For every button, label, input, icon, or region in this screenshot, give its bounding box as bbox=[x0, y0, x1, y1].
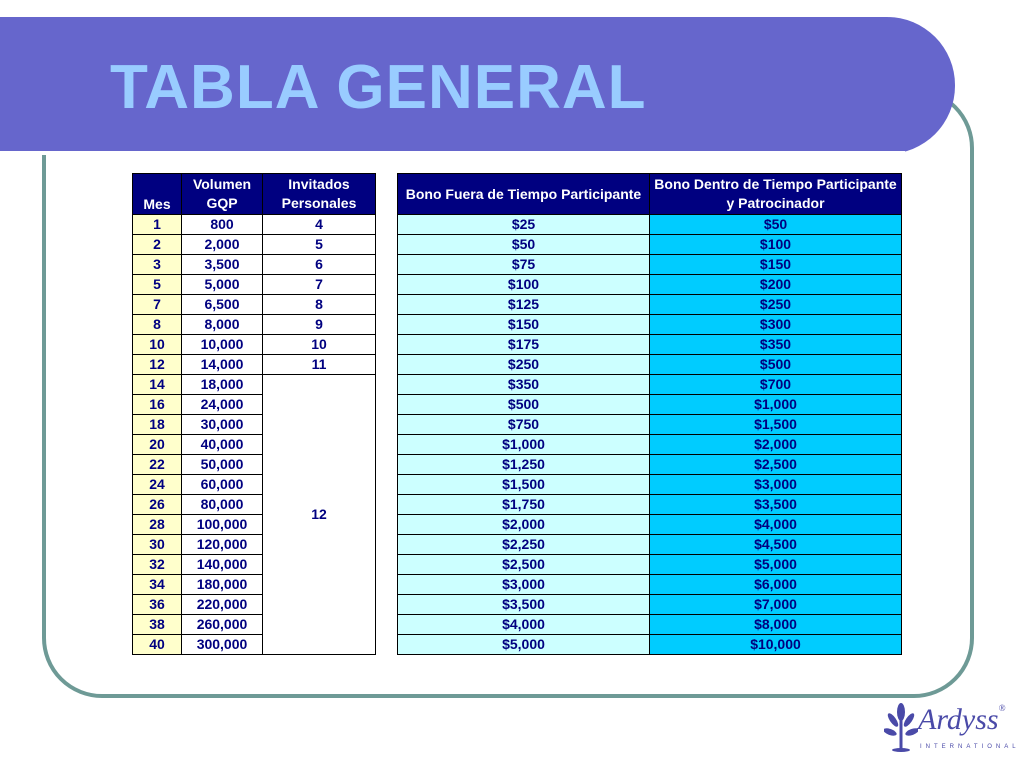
title-rule bbox=[0, 151, 905, 155]
table-row bbox=[398, 395, 902, 415]
cell-mes: 38 bbox=[133, 615, 182, 635]
header-bono-fuera: Bono Fuera de Tiempo Participante bbox=[398, 174, 650, 215]
header-invitados: Invitados Personales bbox=[263, 174, 376, 215]
cell-bono-fuera: $3,000 bbox=[398, 575, 650, 595]
cell-invitados: 11 bbox=[263, 355, 376, 375]
table-row bbox=[398, 575, 902, 595]
cell-bono-fuera: $50 bbox=[398, 235, 650, 255]
cell-bono-fuera: $2,000 bbox=[398, 515, 650, 535]
cell-bono-dentro: $3,000 bbox=[650, 475, 902, 495]
cell-bono-dentro: $3,500 bbox=[650, 495, 902, 515]
cell-bono-dentro: $250 bbox=[650, 295, 902, 315]
table-row bbox=[398, 315, 902, 335]
cell-bono-fuera: $250 bbox=[398, 355, 650, 375]
cell-volumen: 300,000 bbox=[182, 635, 263, 655]
header-mes: Mes bbox=[133, 174, 182, 215]
table-row bbox=[398, 215, 902, 235]
header-volumen: Volumen GQP bbox=[182, 174, 263, 215]
cell-invitados: 8 bbox=[263, 295, 376, 315]
cell-mes: 12 bbox=[133, 355, 182, 375]
cell-mes: 22 bbox=[133, 455, 182, 475]
ardyss-logo bbox=[884, 700, 1020, 760]
cell-bono-fuera: $1,500 bbox=[398, 475, 650, 495]
cell-invitados: 7 bbox=[263, 275, 376, 295]
cell-bono-dentro: $6,000 bbox=[650, 575, 902, 595]
cell-bono-dentro: $50 bbox=[650, 215, 902, 235]
table-row bbox=[398, 415, 902, 435]
ardyss-logo-icon bbox=[884, 702, 918, 754]
cell-bono-fuera: $1,250 bbox=[398, 455, 650, 475]
table-row bbox=[398, 375, 902, 395]
table-row bbox=[133, 215, 376, 235]
cell-volumen: 800 bbox=[182, 215, 263, 235]
table-row bbox=[133, 255, 376, 275]
cell-volumen: 100,000 bbox=[182, 515, 263, 535]
cell-mes: 7 bbox=[133, 295, 182, 315]
cell-mes: 2 bbox=[133, 235, 182, 255]
table-row bbox=[398, 255, 902, 275]
table-row bbox=[133, 275, 376, 295]
table-row bbox=[398, 295, 902, 315]
cell-bono-fuera: $500 bbox=[398, 395, 650, 415]
cell-invitados: 4 bbox=[263, 215, 376, 235]
cell-bono-dentro: $4,000 bbox=[650, 515, 902, 535]
table-row bbox=[398, 535, 902, 555]
table-row bbox=[133, 315, 376, 335]
cell-bono-fuera: $175 bbox=[398, 335, 650, 355]
bonus-table bbox=[397, 173, 902, 655]
cell-bono-fuera: $25 bbox=[398, 215, 650, 235]
bonus-table-body bbox=[398, 215, 902, 655]
cell-volumen: 2,000 bbox=[182, 235, 263, 255]
cell-mes: 24 bbox=[133, 475, 182, 495]
cell-bono-dentro: $100 bbox=[650, 235, 902, 255]
cell-bono-dentro: $2,500 bbox=[650, 455, 902, 475]
cell-mes: 3 bbox=[133, 255, 182, 275]
table-row bbox=[398, 515, 902, 535]
table-row bbox=[398, 495, 902, 515]
cell-volumen: 140,000 bbox=[182, 555, 263, 575]
logo-subtitle: INTERNATIONAL bbox=[920, 744, 1020, 750]
cell-mes: 30 bbox=[133, 535, 182, 555]
cell-volumen: 14,000 bbox=[182, 355, 263, 375]
table-row bbox=[133, 335, 376, 355]
cell-bono-fuera: $150 bbox=[398, 315, 650, 335]
logo-word: Ardyss bbox=[918, 703, 999, 736]
cell-mes: 20 bbox=[133, 435, 182, 455]
cell-invitados: 10 bbox=[263, 335, 376, 355]
cell-bono-fuera: $4,000 bbox=[398, 615, 650, 635]
cell-volumen: 24,000 bbox=[182, 395, 263, 415]
cell-volumen: 50,000 bbox=[182, 455, 263, 475]
cell-mes: 34 bbox=[133, 575, 182, 595]
cell-bono-fuera: $5,000 bbox=[398, 635, 650, 655]
table-row bbox=[398, 595, 902, 615]
cell-mes: 14 bbox=[133, 375, 182, 395]
cell-volumen: 180,000 bbox=[182, 575, 263, 595]
cell-bono-dentro: $350 bbox=[650, 335, 902, 355]
cell-volumen: 5,000 bbox=[182, 275, 263, 295]
cell-volumen: 18,000 bbox=[182, 375, 263, 395]
header-bono-dentro: Bono Dentro de Tiempo Participante y Patrocinador bbox=[650, 174, 902, 215]
cell-bono-dentro: $500 bbox=[650, 355, 902, 375]
table-row bbox=[398, 615, 902, 635]
cell-volumen: 120,000 bbox=[182, 535, 263, 555]
cell-mes: 26 bbox=[133, 495, 182, 515]
cell-mes: 16 bbox=[133, 395, 182, 415]
cell-bono-fuera: $3,500 bbox=[398, 595, 650, 615]
cell-bono-fuera: $2,250 bbox=[398, 535, 650, 555]
cell-bono-fuera: $750 bbox=[398, 415, 650, 435]
table-row bbox=[398, 555, 902, 575]
cell-mes: 5 bbox=[133, 275, 182, 295]
cell-mes: 1 bbox=[133, 215, 182, 235]
table-row bbox=[133, 375, 376, 395]
cell-volumen: 8,000 bbox=[182, 315, 263, 335]
cell-volumen: 10,000 bbox=[182, 335, 263, 355]
cell-bono-dentro: $5,000 bbox=[650, 555, 902, 575]
volume-table bbox=[132, 173, 376, 655]
cell-volumen: 60,000 bbox=[182, 475, 263, 495]
cell-invitados: 6 bbox=[263, 255, 376, 275]
page-title: TABLA GENERAL bbox=[110, 53, 647, 122]
cell-bono-dentro: $1,500 bbox=[650, 415, 902, 435]
cell-mes: 40 bbox=[133, 635, 182, 655]
cell-mes: 36 bbox=[133, 595, 182, 615]
cell-volumen: 40,000 bbox=[182, 435, 263, 455]
cell-bono-fuera: $75 bbox=[398, 255, 650, 275]
cell-bono-dentro: $10,000 bbox=[650, 635, 902, 655]
table-row bbox=[398, 635, 902, 655]
bonus-table-header bbox=[398, 174, 902, 215]
cell-volumen: 3,500 bbox=[182, 255, 263, 275]
cell-mes: 10 bbox=[133, 335, 182, 355]
cell-bono-dentro: $1,000 bbox=[650, 395, 902, 415]
table-row bbox=[398, 355, 902, 375]
cell-volumen: 6,500 bbox=[182, 295, 263, 315]
table-row bbox=[398, 335, 902, 355]
cell-bono-dentro: $2,000 bbox=[650, 435, 902, 455]
volume-table-body bbox=[133, 215, 376, 655]
cell-invitados: 5 bbox=[263, 235, 376, 255]
cell-volumen: 220,000 bbox=[182, 595, 263, 615]
cell-invitados: 9 bbox=[263, 315, 376, 335]
cell-bono-fuera: $350 bbox=[398, 375, 650, 395]
table-row bbox=[133, 235, 376, 255]
table-row bbox=[398, 455, 902, 475]
cell-bono-dentro: $8,000 bbox=[650, 615, 902, 635]
logo-wordmark bbox=[918, 703, 1005, 737]
cell-bono-fuera: $125 bbox=[398, 295, 650, 315]
table-row bbox=[398, 475, 902, 495]
table-row bbox=[133, 295, 376, 315]
cell-mes: 28 bbox=[133, 515, 182, 535]
cell-bono-fuera: $2,500 bbox=[398, 555, 650, 575]
cell-bono-dentro: $200 bbox=[650, 275, 902, 295]
cell-invitados-merged: 12 bbox=[263, 375, 376, 655]
cell-bono-fuera: $1,750 bbox=[398, 495, 650, 515]
cell-bono-fuera: $100 bbox=[398, 275, 650, 295]
cell-bono-dentro: $300 bbox=[650, 315, 902, 335]
cell-mes: 18 bbox=[133, 415, 182, 435]
cell-bono-dentro: $700 bbox=[650, 375, 902, 395]
cell-bono-dentro: $4,500 bbox=[650, 535, 902, 555]
table-row bbox=[133, 355, 376, 375]
table-row bbox=[398, 275, 902, 295]
cell-mes: 8 bbox=[133, 315, 182, 335]
table-row bbox=[398, 435, 902, 455]
cell-volumen: 30,000 bbox=[182, 415, 263, 435]
cell-volumen: 80,000 bbox=[182, 495, 263, 515]
cell-bono-dentro: $7,000 bbox=[650, 595, 902, 615]
cell-bono-dentro: $150 bbox=[650, 255, 902, 275]
cell-volumen: 260,000 bbox=[182, 615, 263, 635]
logo-registered-mark: ® bbox=[998, 703, 1006, 713]
volume-table-header bbox=[133, 174, 376, 215]
cell-bono-fuera: $1,000 bbox=[398, 435, 650, 455]
cell-mes: 32 bbox=[133, 555, 182, 575]
table-row bbox=[398, 235, 902, 255]
